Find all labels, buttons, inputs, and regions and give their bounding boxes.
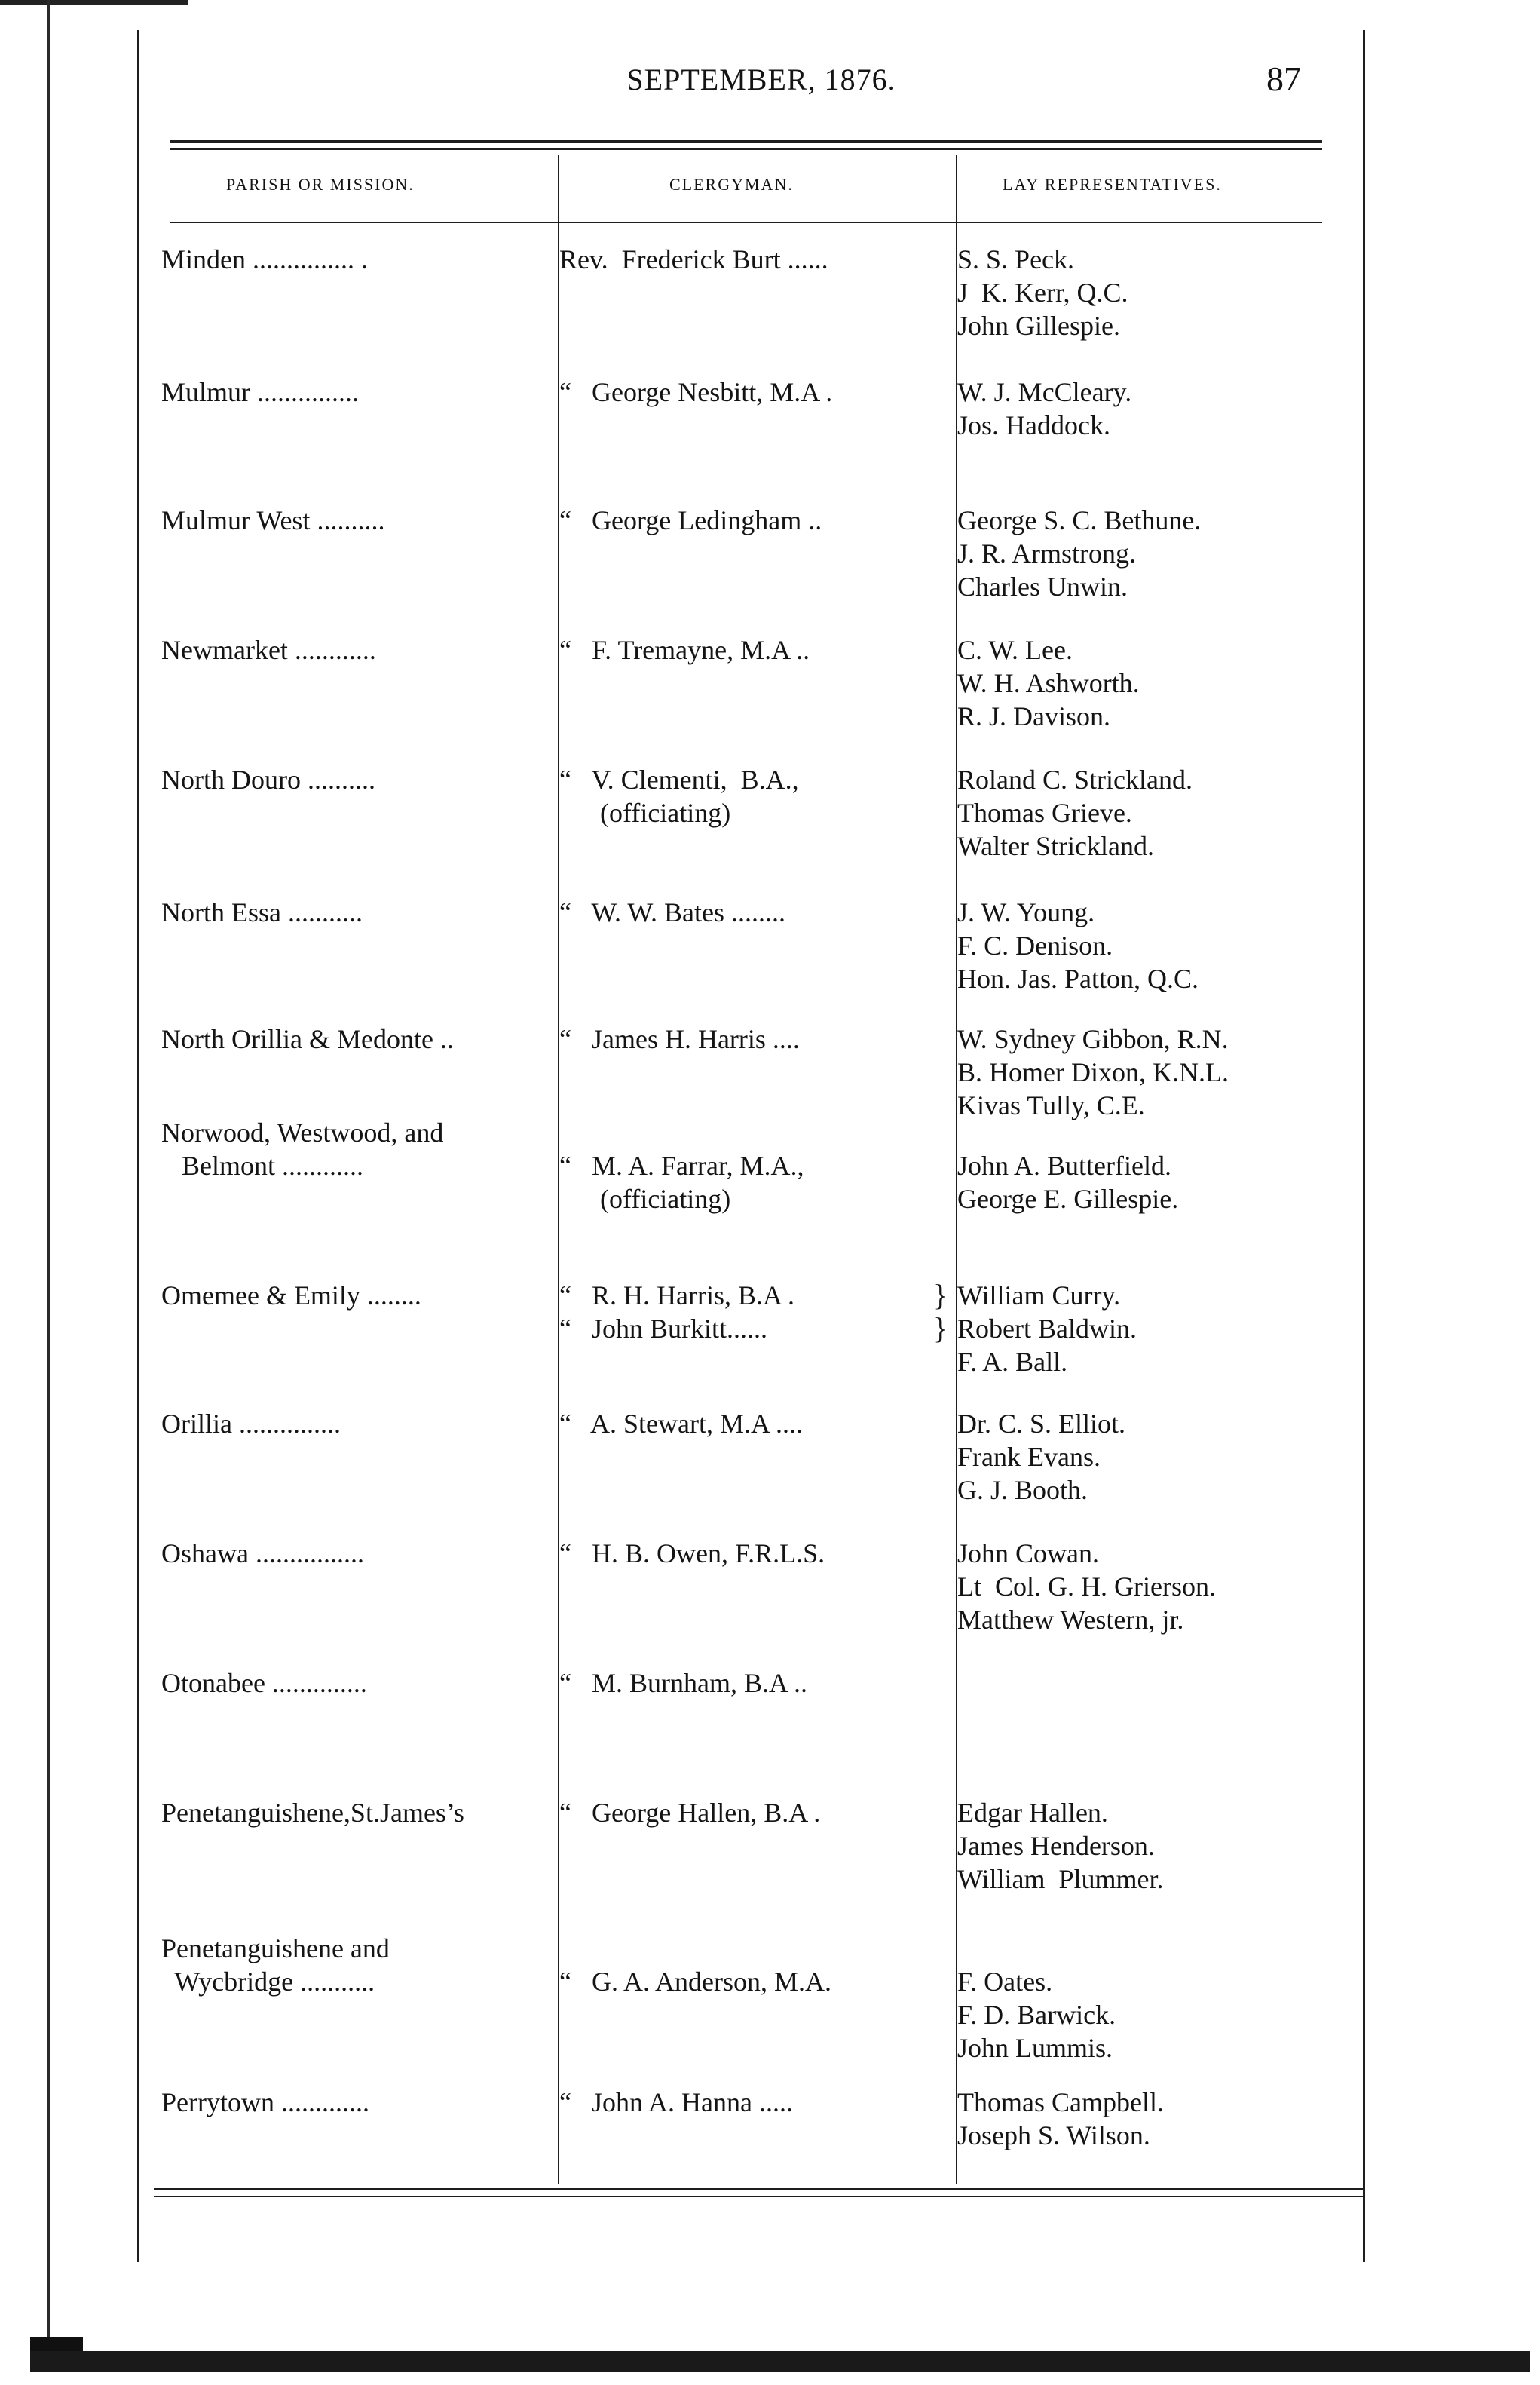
brace-icon: } } bbox=[933, 1278, 948, 1345]
lay-representatives-cell bbox=[957, 1116, 1178, 1215]
clergy-line: “ James H. Harris .... bbox=[559, 1024, 800, 1054]
clergyman-cell bbox=[559, 2086, 951, 2119]
parish-cell bbox=[161, 1116, 443, 1182]
lay-line: William Curry. bbox=[957, 1280, 1121, 1311]
lay-line: George S. C. Bethune. bbox=[957, 505, 1202, 535]
clergy-line: “ V. Clementi, B.A., bbox=[559, 765, 799, 795]
clergy-line: “ John Burkitt...... bbox=[559, 1314, 767, 1344]
clergy-line: “ George Hallen, B.A . bbox=[559, 1798, 821, 1828]
parish-line: North Essa ........... bbox=[161, 897, 363, 927]
parish-line: Perrytown ............. bbox=[161, 2087, 369, 2117]
lay-line: Lt Col. G. H. Grierson. bbox=[957, 1571, 1216, 1602]
frame-left-border bbox=[137, 30, 139, 2262]
lay-line bbox=[957, 1932, 1116, 1965]
lay-line: Joseph S. Wilson. bbox=[957, 2120, 1150, 2150]
lay-line: Roland C. Strickland. bbox=[957, 765, 1193, 795]
parish-cell bbox=[161, 1022, 454, 1056]
clergy-line: “ H. B. Owen, F.R.L.S. bbox=[559, 1538, 825, 1568]
clergy-line: (officiating) bbox=[559, 1184, 731, 1214]
lay-line: J. R. Armstrong. bbox=[957, 538, 1137, 569]
clergyman-cell bbox=[559, 1022, 951, 1056]
lay-representatives-cell bbox=[957, 633, 1140, 733]
lay-line: Frank Evans. bbox=[957, 1442, 1101, 1472]
lay-line: F. Oates. bbox=[957, 1967, 1053, 1997]
lay-representatives-cell bbox=[957, 376, 1131, 442]
clergyman-cell bbox=[559, 1796, 951, 1829]
lay-representatives-cell bbox=[957, 1932, 1116, 2065]
parish-cell bbox=[161, 1279, 421, 1312]
clergy-line: “ A. Stewart, M.A .... bbox=[559, 1409, 803, 1439]
parish-cell bbox=[161, 633, 376, 667]
parish-line: Minden ............... . bbox=[161, 244, 368, 274]
clergyman-cell bbox=[559, 1666, 951, 1700]
parish-line: Mulmur ............... bbox=[161, 377, 360, 407]
parish-line: Wycbridge ........... bbox=[161, 1967, 375, 1997]
lay-line: Charles Unwin. bbox=[957, 572, 1128, 602]
clergy-line: “ M. Burnham, B.A .. bbox=[559, 1668, 807, 1698]
header-rule-1 bbox=[170, 140, 1322, 143]
clergyman-cell bbox=[559, 1537, 951, 1570]
lay-line: W. J. McCleary. bbox=[957, 377, 1132, 407]
lay-line: Robert Baldwin. bbox=[957, 1314, 1137, 1344]
clergy-line: “ George Nesbitt, M.A . bbox=[559, 377, 833, 407]
lay-line: George E. Gillespie. bbox=[957, 1184, 1179, 1214]
lay-line: F. C. Denison. bbox=[957, 930, 1113, 961]
lay-line: John Cowan. bbox=[957, 1538, 1099, 1568]
parish-line: North Douro .......... bbox=[161, 765, 375, 795]
parish-line: Newmarket ............ bbox=[161, 635, 376, 665]
lay-representatives-cell bbox=[957, 1796, 1164, 1896]
clergy-line: “ M. A. Farrar, M.A., bbox=[559, 1151, 804, 1181]
lay-line: Hon. Jas. Patton, Q.C. bbox=[957, 964, 1199, 994]
lay-line: J. W. Young. bbox=[957, 897, 1095, 927]
clergy-line: “ G. A. Anderson, M.A. bbox=[559, 1967, 831, 1997]
clergyman-cell bbox=[559, 896, 951, 929]
lay-representatives-cell bbox=[957, 1537, 1216, 1636]
lay-line: John Lummis. bbox=[957, 2033, 1113, 2063]
lay-line: Thomas Grieve. bbox=[957, 798, 1132, 828]
clergy-line: “ John A. Hanna ..... bbox=[559, 2087, 793, 2117]
parish-line: Mulmur West .......... bbox=[161, 505, 385, 535]
lay-line: Kivas Tully, C.E. bbox=[957, 1090, 1145, 1120]
lay-line: James Henderson. bbox=[957, 1831, 1155, 1861]
clergy-line bbox=[559, 1932, 951, 1965]
clergyman-cell bbox=[559, 633, 951, 667]
clergyman-cell bbox=[559, 1932, 951, 1998]
column-header-clergyman: CLERGYMAN. bbox=[669, 175, 794, 194]
page-number: 87 bbox=[1266, 60, 1301, 98]
clergy-line: “ R. H. Harris, B.A . bbox=[559, 1280, 794, 1311]
lay-line: J K. Kerr, Q.C. bbox=[957, 277, 1128, 308]
table-bottom-rule-1 bbox=[154, 2188, 1363, 2190]
parish-line: Oshawa ................ bbox=[161, 1538, 364, 1568]
parish-cell bbox=[161, 1537, 364, 1570]
parish-cell bbox=[161, 2086, 369, 2119]
parish-cell bbox=[161, 1932, 390, 1998]
lay-line bbox=[957, 1116, 1178, 1149]
lay-line: F. A. Ball. bbox=[957, 1347, 1068, 1377]
lay-representatives-cell bbox=[957, 896, 1199, 995]
lay-line: Dr. C. S. Elliot. bbox=[957, 1409, 1126, 1439]
lay-line: Thomas Campbell. bbox=[957, 2087, 1164, 2117]
lay-representatives-cell bbox=[957, 2086, 1164, 2152]
parish-cell bbox=[161, 504, 384, 537]
lay-line: John A. Butterfield. bbox=[957, 1151, 1171, 1181]
lay-line: Jos. Haddock. bbox=[957, 410, 1110, 440]
parish-cell bbox=[161, 1407, 341, 1440]
parish-line: Penetanguishene and bbox=[161, 1933, 390, 1963]
parish-line: Penetanguishene,St.James’s bbox=[161, 1798, 464, 1828]
clergyman-cell bbox=[559, 1279, 951, 1345]
lay-representatives-cell bbox=[957, 1022, 1229, 1122]
lay-line: John Gillespie. bbox=[957, 311, 1120, 341]
parish-line: North Orillia & Medonte .. bbox=[161, 1024, 454, 1054]
lay-representatives-cell bbox=[957, 763, 1193, 863]
table-bottom-rule-2 bbox=[154, 2196, 1363, 2197]
lay-line: S. S. Peck. bbox=[957, 244, 1075, 274]
lay-line: William Plummer. bbox=[957, 1864, 1164, 1894]
parish-cell bbox=[161, 243, 368, 276]
clergy-line bbox=[559, 1116, 951, 1149]
column-header-lay: LAY REPRESENTATIVES. bbox=[1003, 175, 1222, 194]
header-rule-2 bbox=[170, 148, 1322, 150]
parish-line: Otonabee .............. bbox=[161, 1668, 367, 1698]
clergyman-cell bbox=[559, 504, 951, 537]
lay-line: C. W. Lee. bbox=[957, 635, 1073, 665]
parish-line: Omemee & Emily ........ bbox=[161, 1280, 421, 1311]
clergy-line: (officiating) bbox=[559, 798, 731, 828]
lay-representatives-cell bbox=[957, 1407, 1125, 1507]
parish-line: Norwood, Westwood, and bbox=[161, 1117, 444, 1148]
lay-representatives-cell bbox=[957, 243, 1128, 342]
scan-bottom-bar bbox=[30, 2351, 1530, 2372]
parish-cell bbox=[161, 1796, 464, 1829]
lay-line: W. H. Ashworth. bbox=[957, 668, 1140, 698]
lay-representatives-cell bbox=[957, 1279, 1137, 1378]
clergyman-cell bbox=[559, 1116, 951, 1215]
parish-line: Belmont ............ bbox=[161, 1151, 363, 1181]
parish-cell bbox=[161, 763, 375, 796]
clergy-line: “ George Ledingham .. bbox=[559, 505, 822, 535]
clergyman-cell bbox=[559, 243, 951, 276]
clergy-line: Rev. Frederick Burt ...... bbox=[559, 244, 828, 274]
frame-right-border bbox=[1363, 30, 1365, 2262]
clergyman-cell bbox=[559, 1407, 951, 1440]
parish-cell bbox=[161, 896, 363, 929]
lay-line: W. Sydney Gibbon, R.N. bbox=[957, 1024, 1229, 1054]
parish-line: Orillia ............... bbox=[161, 1409, 341, 1439]
column-header-parish: PARISH OR MISSION. bbox=[226, 175, 415, 194]
lay-line: G. J. Booth. bbox=[957, 1475, 1088, 1505]
parish-cell bbox=[161, 376, 359, 409]
clergy-line: “ W. W. Bates ........ bbox=[559, 897, 786, 927]
lay-line: Matthew Western, jr. bbox=[957, 1605, 1184, 1635]
lay-line: F. D. Barwick. bbox=[957, 2000, 1116, 2030]
page-title: SEPTEMBER, 1876. bbox=[626, 63, 896, 97]
lay-line: R. J. Davison. bbox=[957, 701, 1111, 731]
lay-line: B. Homer Dixon, K.N.L. bbox=[957, 1057, 1229, 1087]
lay-line: Edgar Hallen. bbox=[957, 1798, 1108, 1828]
scan-left-edge bbox=[47, 0, 50, 2353]
lay-line: Walter Strickland. bbox=[957, 831, 1155, 861]
clergyman-cell bbox=[559, 376, 951, 409]
clergyman-cell bbox=[559, 763, 951, 829]
scan-corner-bar bbox=[0, 0, 188, 5]
lay-representatives-cell bbox=[957, 504, 1201, 603]
clergy-line: “ F. Tremayne, M.A .. bbox=[559, 635, 810, 665]
column-head-rule bbox=[170, 222, 1322, 223]
parish-cell bbox=[161, 1666, 367, 1700]
